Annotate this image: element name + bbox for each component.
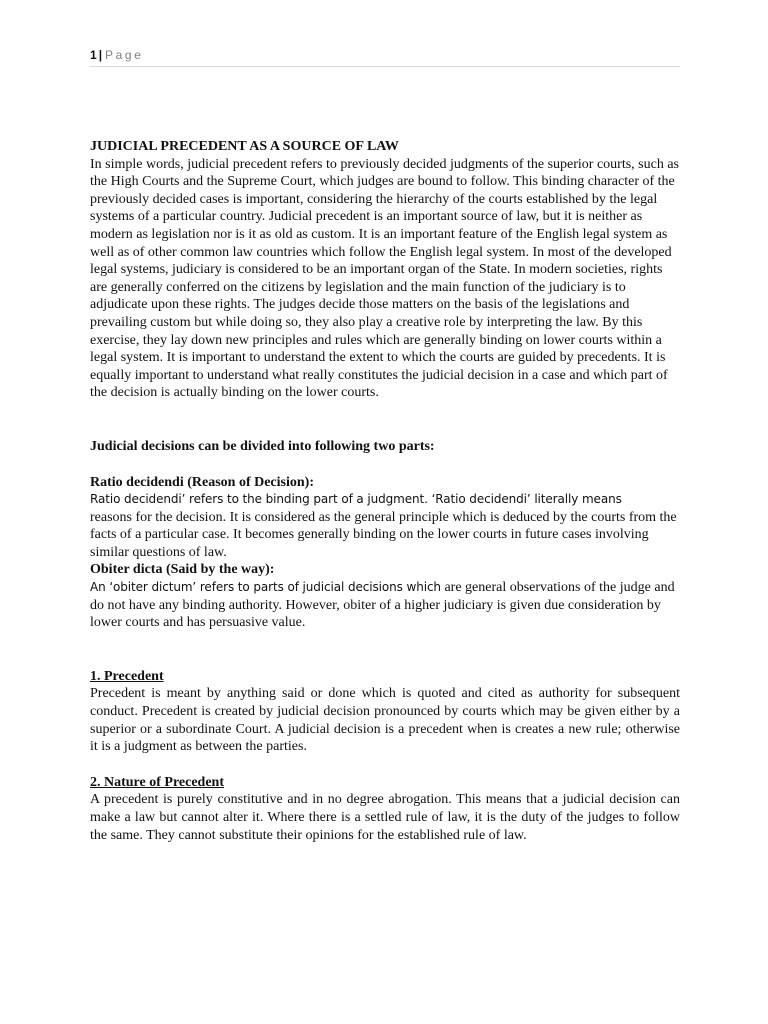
section-2-paragraph: A precedent is purely constitutive and in no degree abrogation. This means that a judicial decision can make a law but cannot alter it. Where there is a settled rule of law, it is the duty of the judges to follow the same. They cannot substitute their opinions for the established rule of law. <box>90 792 680 843</box>
divisions-heading: Judicial decisions can be divided into following two parts: <box>90 438 435 454</box>
ratio-body-text: reasons for the decision. It is considered as the general principle which is deduced by the courts from the facts of a particular case. It becomes generally binding on the lower courts in future cases involving similar questions of law. <box>90 509 677 560</box>
spacer <box>90 456 680 474</box>
ratio-paragraph <box>90 491 680 561</box>
spacer <box>90 632 680 668</box>
page-header <box>90 46 680 67</box>
spacer <box>90 402 680 438</box>
page-label: Page <box>105 48 144 62</box>
document-title: JUDICIAL PRECEDENT AS A SOURCE OF LAW <box>90 139 399 154</box>
document-body <box>90 138 680 844</box>
section-1-heading: 1. Precedent <box>90 668 164 684</box>
ratio-heading: Ratio decidendi (Reason of Decision): <box>90 474 314 490</box>
obiter-body-text: are general observations of the judge and do not have any binding authority. However, obiter of a higher judiciary is given due consideration by lower courts and has persuasive value. <box>90 580 675 631</box>
spacer <box>90 756 680 774</box>
section-1-paragraph: Precedent is meant by anything said or done which is quoted and cited as authority for subsequent conduct. Precedent is created by judicial decision pronounced by courts which may be given either by a superior or a subordinate Court. A judicial decision is a precedent when is creates a new rule; otherwise it is a judgment as between the parties. <box>90 686 680 755</box>
intro-paragraph: In simple words, judicial precedent refers to previously decided judgments of the superior courts, such as the High Courts and the Supreme Court, which judges are bound to follow. This binding character of the previously decided cases is important, considering the hierarchy of the courts established by the legal systems of a particular country. Judicial precedent is an important source of law, but it is neither as modern as legislation nor is it as old as custom. It is an important feature of the English legal system as well as of other common law countries which follow the English legal system. In most of the developed legal systems, judiciary is considered to be an important organ of the State. In modern societies, rights are generally conferred on the citizens by legislation and the main function of the judiciary is to adjudicate upon these rights. The judges decide those matters on the basis of the legislations and prevailing custom but while doing so, they also play a creative role by interpreting the law. By this exercise, they lay down new principles and rules which are generally binding on lower courts within a legal system. It is important to understand the extent to which the courts are guided by precedents. It is equally important to understand what really constitutes the judicial decision in a case and which part of the decision is actually binding on the lower courts. <box>90 156 680 401</box>
page-number: 1 <box>90 48 97 62</box>
ratio-lead-text: Ratio decidendi’ refers to the binding part of a judgment. ‘Ratio decidendi’ literally means <box>90 492 622 507</box>
obiter-heading: Obiter dicta (Said by the way): <box>90 562 275 578</box>
obiter-paragraph <box>90 579 680 632</box>
obiter-lead-text: An ‘obiter dictum’ refers to parts of judicial decisions which <box>90 580 441 595</box>
page-header-separator: | <box>98 48 103 62</box>
section-2-heading: 2. Nature of Precedent <box>90 774 224 790</box>
